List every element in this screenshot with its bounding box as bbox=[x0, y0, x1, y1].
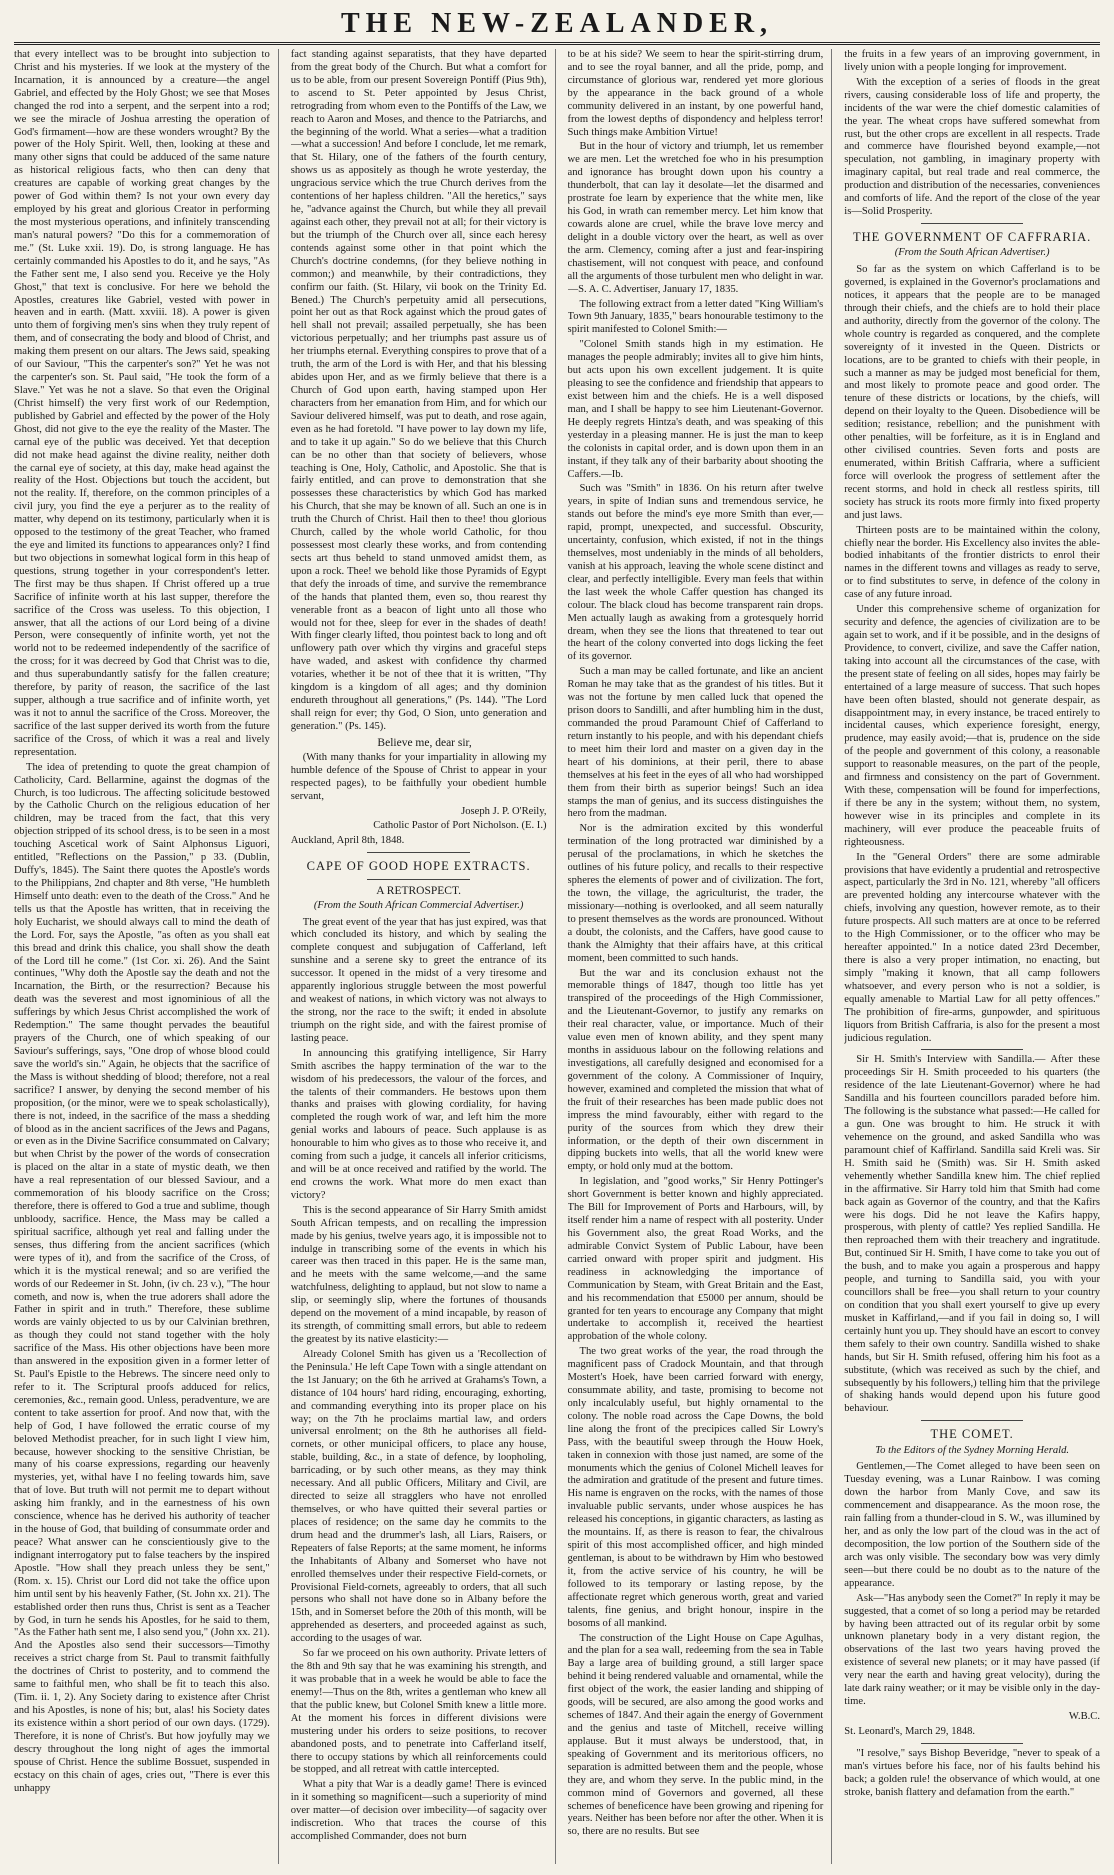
letter-dateline: Auckland, April 8th, 1848. bbox=[290, 835, 405, 847]
paragraph: With the exception of a series of floods in the great rivers, causing considerable loss of life and property, the incidents of the war were the chief domestic calamities of the year. The wheat crops have suffered somewhat from rust, but the other crops are excellent in all respects. Trade and commerce have flourished beyond example,—not speculation, not gambling, in imaginary property with imaginary capital, but real trade and real commerce, the production and distribution of the necessaries, conveniences and comforts of life. And the report of the close of the year is—Solid Prosperity. bbox=[844, 76, 1100, 218]
paragraph: But in the hour of victory and triumph, let us remember we are men. Let the wretched foe who in his presumption and ignorance has brought down upon his country a thunderbolt, that can lay it desolate—let the disarmed and prostrate foe learn by experience that the white men, like his God, in wrath can remember mercy. Let him know that cowards alone are cruel, while the brave love mercy and delight in a double victory over the heart, as well as over the arm. Clemency, coming after a just and fear-inspiring chastisement, will not conquest with peace, and confound all the arguments of those turbulent men who delight in war.—S. A. C. Advertiser, January 17, 1835. bbox=[567, 141, 824, 295]
beveridge-quote: "I resolve," says Bishop Beveridge, "never to speak of a man's virtues before his face, nor of his faults behind his back; a golden rule! the observance of which would, at one stroke, banish flattery and defamation from the earth." bbox=[844, 1747, 1100, 1798]
sandilla-heading: Sir H. Smith's Interview with Sandilla.— bbox=[856, 1054, 1046, 1066]
column-3 bbox=[568, 49, 833, 1864]
article-source: (From the South African Commercial Advertiser.) bbox=[313, 899, 524, 911]
comet-addressee: To the Editors of the Sydney Morning Herald. bbox=[875, 1444, 1070, 1456]
section-rule bbox=[367, 852, 469, 853]
paragraph: But the war and its conclusion exhaust not the memorable things of 1847, though too little has yet transpired of the proceedings of the High Commissioner, and the Lieutenant-Governor, to justify any remarks on their real character, value, or importance. Much of their value even men of known ability, and they spent many months in assiduous labour on the following relations and investigations, all carefully designed and economised for a government of the colony. A Commissioner of Inquiry, however, examined and completed the mission that what of the fruit of their researches has been made public does not impress the mind favourably, either with regard to the purity of the sources from which they drew their information, or the depth of their own discernment in dipping buckets into wells, that all the world knew were empty, or hold only mud at the bottom. bbox=[567, 967, 824, 1173]
section-rule bbox=[921, 1743, 1023, 1744]
paragraph: The construction of the Light House on Cape Agulhas, and the plan for a sea wall, redeeming from the sea in Table Bay a large area of building ground, a still larger space behind it being rendered valuable and ornamental, while the first object of the work, the easier landing and shipping of goods, will be secured, are also among the good works and schemes of 1847. And their again the energy of Government and the genius and taste of Mitchell, receive willing applause. But it must always be understood, that, in speaking of Government and its meritorious officers, no separation is admitted between them and the people, whose they are, and whom they serve. In the public mind, in the common mind of Governors and governed, all these schemes of beneficence have been growing and ripening for years. Neither has been before nor after the other. When it is so, there are no results. But see bbox=[567, 1632, 824, 1838]
paragraph: Under this comprehensive scheme of organization for security and defence, the agencies of civilization are to be again set to work, and if it be possible, and in the designs of Providence, to convert, civilize, and save the Caffer nation, taking into account all the circumstances of the case, with the present state of feeling on all sides, hopes may fairly be entertained of a large measure of success. That such hopes have been often blasted, should not generate despair, as disappointment may, in every instance, be traced entirely to incidental causes, which experience foresight, energy, prudence, may easily avoid;—that is, prudence on the side of the people and government of this colony, a reasonable support to reasonable measures, on the part of the people, and firmness and consistency on the part of Government. With these, compensation will be found for imperfections, if there be any in the system; without them, no system, however wise in its principles and complete in its machinery, will ever produce the peaceable fruits of righteousness. bbox=[844, 604, 1100, 848]
paragraph: the fruits in a few years of an improving government, in lively union with a people longing for improvement. bbox=[844, 49, 1100, 73]
paragraph: Such a man may be called fortunate, and like an ancient Roman he may take that as the grandest of his titles. But it was not the fortune by men called luck that opened the prison doors to Sandilli, and after humbling him in the dust, commanded the proud Paramount Chief of Cafferland to return instantly to his people, and with his dependant chiefs to meet him their lord and master on a given day in the heart of his dominions, at their peril, there to abase themselves at his feet in the eyes of all who had worshipped them from their birth as superior beings! Such an idea stamps the man of genius, and its success distinguishes the hero from the madman. bbox=[567, 666, 824, 820]
paragraph: So far we proceed on his own authority. Private letters of the 8th and 9th say that he was examining his strength, and it was probable that in a week he would be able to face the enemy!—Thus on the 8th, writes a gentleman who knew all that the public knew, but Colonel Smith knew a little more. At the moment his forces in different divisions were mustering under his orders to seize positions, to recover abandoned posts, and to penetrate into Cafferland itself, there to occupy stations by which all reinforcements could be stopped, and all retreat with cattle intercepted. bbox=[290, 1648, 547, 1776]
column-4 bbox=[844, 49, 1100, 1864]
paragraph: Such was "Smith" in 1836. On his return after twelve years, in spite of Indian suns and tremendous service, he stands out before the mind's eye more Smith than ever,—rapid, prompt, unexpected, and successful. Obscurity, uncertainty, confusion, which existed, if not in the things themselves, most undeniably in the minds of all beholders, vanish at his approach, leaving the whole scene distinct and clear, and perfectly intelligible. Every man feels that within the last week the whole Caffer question has changed its colour. The black cloud has become transparent rain drops. Men actually laugh as awaking from a grotesquely horrid dream, when they see the lions that threatened to tear out the heart of the colony converted into dogs licking the feet of its governor. bbox=[567, 483, 824, 663]
article-title: A RETROSPECT. bbox=[376, 884, 462, 897]
section-rule bbox=[921, 223, 1023, 224]
section-heading: CAPE OF GOOD HOPE EXTRACTS. bbox=[306, 859, 531, 874]
paragraph: The two great works of the year, the road through the magnificent pass of Cradock Mountain, and that through Mostert's Hoek, have been carried forward with energy, consummate ability, and taste, promising to become not only incalculably useful, but highly ornamental to the colony. The noble road across the Cape Downs, the bold line along the front of the precipices called Sir Lowry's Pass, with the beautiful sweep through the Houw Hoek, taken in connexion with those just named, are some of the monuments which the genius of Colonel Michell leaves for the admiration and gratitude of the present and future times. His name is engraven on the rocks, with the names of those invaluable public servants, under whose auspices he has released his conceptions, in gigantic characters, as lasting as the mountains. If, as there is reason to fear, the chivalrous spirit of this most accomplished officer, and high minded gentleman, is about to be withdrawn by Him who bestowed it, from the active service of his country, he will be followed to its temporary or lasting repose, by the affectionate regret which generous worth, great and varied talents, fine genius, and bright honour, inspire in the bosoms of all mankind. bbox=[567, 1346, 824, 1629]
paragraph: This is the second appearance of Sir Harry Smith amidst South African tempests, and on recalling the impression made by his genius, twelve years ago, it is impossible not to indulge in transcribing some of the events in which his career was then traced in this paper. He is the same man, and he meets with the same welcome,—and the same watchfulness, delighting to applaud, but not slow to name a slip, or seemingly slip, where the fortunes of thousands depend on the movement of a mind incapable, by reason of its strength, of committing small errors, but able to redeem the greatest by its native elasticity:— bbox=[290, 1204, 547, 1346]
paragraph: In legislation, and "good works," Sir Henry Pottinger's short Government is better known and highly appreciated. The Bill for Improvement of Ports and Harbours, will, by itself render him a name of respect with all posterity. Under his Government also, the great Road Works, and the admirable Convict System of Public Labour, have been carried onward with proper spirit and judgment. His readiness in acknowledging the importance of Communication by Steam, with Great Britain and the East, and his recommendation that £5000 per annum, should be granted for ten years to encourage any Company that might undertake to accomplish it, received the heartiest approbation of the whole colony. bbox=[567, 1176, 824, 1343]
paragraph: What a pity that War is a deadly game! There is evinced in it something so magnificent—such a superiority of mind over matter—of decision over imbecility—of sagacity over indiscretion. Who that traces the course of this accomplished Commander, does not burn bbox=[290, 1779, 547, 1843]
section-rule bbox=[921, 1420, 1023, 1421]
paragraph: to be at his side? We seem to hear the spirit-stirring drum, and to see the royal banner, and all the pride, pomp, and circumstance of glorious war, rendered yet more glorious by the appearance in the back ground of a whole community delivered in an instant, by one powerful hand, from the lowest depths of dispondency and helpless terror! Such things make Ambition Virtue! bbox=[567, 49, 824, 138]
paragraph: "Colonel Smith stands high in my estimation. He manages the people admirably; invites all to give him hints, but acts upon his own excellent judgement. It is quite pleasing to see the confidence and friendship that appears to exist between him and the chiefs. He is a well disposed man, and I shall be happy to see him Lieutenant-Governor. He deeply regrets Hintza's death, and was speaking of this yesterday in a pleasing manner. He is just the man to keep the colonists in capital order, and is down upon them in an instant, if they talk any of their barbarity about shooting the Caffers.—Ib. bbox=[567, 339, 824, 480]
paragraph: The following extract from a letter dated "King William's Town 9th January, 1835," bears honourable testimony to the spirit manifested to Colonel Smith:— bbox=[567, 298, 824, 336]
masthead-rule bbox=[14, 42, 1100, 45]
caffraria-heading: THE GOVERNMENT OF CAFFRARIA. bbox=[853, 229, 1092, 244]
comet-signature: W.B.C. bbox=[1068, 1710, 1100, 1722]
sandilla-text: After these proceedings Sir H. Smith proceeded to his quarters (the residence of the late Lieutenant-Governor) where he had Sandilla and his fourteen councillors paraded before him. The following is the substance what passed:—He called for a gun. One was brought to him. He struck it with vehemence on the ground, and asked Sandilla who was paramount chief of Kaffirland. Sandilla said Kreli was. Sir H. Smith said he (Smith) was. Sir H. Smith asked vehemently whether Sandilla knew him. The chief replied in the affirmative. Sir Harry told him that Smith had come back again as Governor of the country, and that the Kafirs were his dogs. Did he not leave the Kafirs happy, prosperous, with plenty of cattle? Yes replied Sandilla. He then reproached them with their treachery and ingratitude. But, continued Sir H. Smith, I have come to take you out of the bush, and to make you again a prosperous and happy people, and turning to Sandilla said, you with your councillors shall be free—you shall return to your country on condition that you shall exert yourself to give up every musket in Kaffirland,—and if you fail in doing so, I will certainly hunt you up. They should have an escort to convey them safely to their own country. Sandilla wished to shake hands, but Sir H. Smith refused, offering him his foot as a substitute, (which was received as such by the chief, and subsequently by his followers,) telling him that the privilege of shaking hands would depend upon his future good behaviour. bbox=[844, 1054, 1100, 1415]
paragraph: The great event of the year that has just expired, was that which concluded its history, and which by sealing the complete conquest and subjugation of Cafferland, left sunshine and a serene sky to greet the entrance of its successor. It opened in the midst of a very tiresome and apparently inglorious struggle between the most powerful and weakest of nations, in which victory was not always to the strong, nor the race to the swift; it ended in absolute triumph on the right side, and with the fairest promise of lasting peace. bbox=[290, 916, 547, 1044]
masthead: THE NEW-ZEALANDER, bbox=[340, 8, 774, 39]
section-rule bbox=[367, 879, 469, 880]
paragraph: Gentlemen,—The Comet alleged to have been seen on Tuesday evening, was a Lunar Rainbow. I was coming down the harbor from Manly Cove, and saw its commencement and disappearance. As the moon rose, the rain falling from a thunder-cloud in S. W., was illumined by her, and as only the low part of the cloud was in the act of decomposition, the low portion of the Southern side of the arch was only visible. The secondary bow was very dimly seen—but there could be no doubt as to the nature of the appearance. bbox=[844, 1461, 1100, 1589]
letter-closing: Believe me, dear sir, bbox=[377, 736, 472, 749]
paragraph: Ask—"Has anybody seen the Comet?" In reply it may be suggested, that a comet of so long a period may be retarded by having been attracted out of its regular orbit by some unknown planetary body in a very distant region, the observations of the last two years having proved the existence of several new planets; or it may have passed (if very near the earth and having great velocity), during the late dark rainy weather; or it may be visible only in the day-time. bbox=[844, 1592, 1100, 1708]
caffraria-source: (From the South African Advertiser.) bbox=[894, 247, 1050, 259]
comet-dateline: St. Leonard's, March 29, 1848. bbox=[844, 1725, 976, 1737]
paragraph: The idea of pretending to quote the great champion of Catholicity, Card. Bellarmine, against the dogmas of the Church, is too ludicrous. The affecting solicitude bestowed by the Catholic Church on the religious education of her children, may be traced from the fact, that this very objection stripped of its school dress, is to be seen in a most touching Ascetical work of Saint Alphonsus Liguori, entitled, "Reflections on the Passion," p 33. (Dublin, Duffy's, 1845). The Saint there quotes the Apostle's words to the Philippians, 2nd chapter and 8th verse, "He humbleth Himself unto death: even to the death of the Cross." And he tells us that the Apostle has written, that in receiving the holy Eucharist, we should always call to mind the death of the Lord. For, says the Apostle, "as often as you shall eat this bread and drink this chalice, you shall show the death of the Lord till he come." (1st Cor. xi. 26). And the Saint continues, "Why doth the Apostle say the death and not the Incarnation, the Birth, or the resurrection? Because his death was the severest and most ignominious of all the sufferings by which Jesus Christ accomplished the work of Redemption." The same thought pervades the beautiful prayers of the Church, one of which speaking of our Saviour's sufferings, says, "One drop of whose blood could save the world's sin." Again, he objects that the sacrifice of the Mass is without shedding of blood; therefore, not a real sacrifice? I answer, by denying the second member of his proposition, (or the minor, were we to speak scholastically), there is not, indeed, in the sacrifice of the mass a shedding of blood as in the ancient sacrifices of the Jews and Pagans, or even as in the Divine Sacrifice consummated on Calvary; but when Christ by the power of the words of consecration is placed on the altar in a state of mystic death, we then have a real representation of our blessed Saviour, and a commemoration of his bloody sacrifice on the Cross; therefore, there is offered to God a true and sublime, though unbloody, sacrifice. Hence, the Mass may be called a spiritual sacrifice, although yet real and falling under the senses, thus differing from the ancient sacrifices (which were types of it), and from the sacrifice of the Cross, of which it is the mystical renewal; and so are verified the words of our Redeemer in St. John, (iv ch. 23 v.), "The hour cometh, and now is, when the true adorers shall adore the Father in spirit and in truth." Therefore, these sublime words are vainly objected to us by our Calvinian brethren, as though they could not stand together with the holy sacrifice of the Mass. His other objections have been more than answered in the exposition given in a former letter of St. Paul's Epistle to the Hebrews. The sincere need only to refer to it. The Scriptural proofs adduced for relics, ceremonies, &c., remain good. Unless, peradventure, we are content to take assertion for proof. And now that, with the help of God, I have followed the erratic course of my beloved Methodist preacher, for in such light I view him, because, however shocking to the sensitive Christian, be many of his coarse expressions, regarding our heavenly mysteries, yet, withal have I no feeling towards him, save that of love. But truth will not permit me to depart without asking him frankly, and in the earnestness of his own conscience, whence has he derived his authority of teacher in the house of God, that building of consummate order and peace? What answer can he conscientiously give to the indignant interrogatory put to false teachers by the inspired Apostle. "How shall they preach unless they be sent," (Rom. x. 15). Christ our Lord did not take the office upon him until sent by his heavenly Father, (St. John xx. 21). The established order then runs thus, Christ is sent as a Teacher by God, in turn he sends his Apostles, for he said to them, "As the Father hath sent me, I also send you," (John xx. 21). And the Apostles also send their successors—Timothy receives a strict charge from St. Paul to transmit faithfully the doctrines of Christ to posterity, and to commend the same to faithful men, who shall be fit to teach this also. (Tim. ii. 1, 2). Any Society daring to existence after Christ and his Apostles, is none of his; but, alas! his Society dates its existence within a short period of our own days. (1729). Therefore, it is none of Christ's. But how joyfully may we descry throughout the long night of ages the immortal spouse of Christ. Hence the sublime Bossuet, suspended in ecstacy on this chain of ages, cries out, "There is ever this unhappy bbox=[14, 761, 270, 1794]
section-rule bbox=[921, 1049, 1023, 1050]
paragraph: that every intellect was to be brought into subjection to Christ and his mysteries. If we look at the mystery of the Incarnation, it is announced by a creature—the angel Gabriel, and effected by the Holy Ghost; we see that Moses changed the rod into a serpent, and the serpent into a rod; we see the miracle of Joshua arresting the operation of God's firmament—how are these wonders wrought? By the power of the Holy Spirit. Well, then, looking at these and many other signs that could be adduced of the same nature as historical religious facts, who then can deny that creatures are capable of working great changes by the power of God within them? Is not your own every day employed by his great and glorious Creator in performing the most mysterious operations, and infinitely transcending man's natural powers? "Do this for a commemoration of me." (St. Luke xxii. 19). Do, is strong language. He has certainly commanded his Apostles to do it, and he says, "As the Father sent me, I also send you. Receive ye the Holy Ghost," that text is conclusive. For here we behold the Apostles, creatures like Gabriel, vested with power in heaven and in earth. (Matt. xxviii. 18). A power is given unto them of forgiving men's sins when they truly repent of them, and of consecrating the body and blood of Christ, and making them present on our altars. The Jews said, speaking of our Saviour, "This the carpenter's son?" Yet he was not the carpenter's son. St. Paul said, "He took the form of a Slave." Yet was he not a slave. So that even the Original (Christ himself) the very first work of our Redemption, published by Gabriel and effected by the power of the Holy Ghost, did not give to the eye the reality of the Master. The carnal eye of the public was deceived. Yet that deception did not make head against the divine reality, neither doth the carnal eye of society, at this day, make head against the reality of the Host. Objections but touch the accident, but not the reality. If, therefore, on the common principles of a civil jury, you find the eye a perjurer as to the reality of matter, why depend on its testimony, particularly when it is opposed to the testimony of the great Teacher, who framed the eye and limited its functions to appearances only? I find but two objections in somewhat logical form in this heap of questions, strung together in your correspondent's letter. The first may be thus shapen. If Christ offered up a true Sacrifice of infinite worth at his last supper, therefore the sacrifice of the Cross was useless. To this objection, I answer, that all the actions of our Lord being of a divine Person, were consequently of infinite worth, yet not the world not to be redeemed independently of the sacrifice of the cross; for it was decreed by God that Christ was to die, and thus superabundantly satisfy for the fallen creature; therefore, by parity of reason, the sacrifice of the last supper, although a true sacrifice and of infinite worth, yet was it not to annul the sacrifice of the Cross. Moreover, the sacrifice of the last supper derived its worth from the future sacrifice of the Cross, of which it was a real and lively representation. bbox=[14, 49, 270, 758]
paragraph: Thirteen posts are to be maintained within the colony, chiefly near the border. His Excellency also invites the able-bodied inhabitants of the frontier districts to enrol their names in the different towns and villages as ready to serve, or to find substitutes to serve, in defence of the colony in case of any future inroad. bbox=[844, 524, 1100, 601]
letter-closing-body: (With many thanks for your impartiality in allowing my humble defence of the Spouse of Christ to appear in your respected pages), to be faithfully your obedient humble servant, bbox=[290, 751, 547, 802]
columns bbox=[14, 49, 1100, 1864]
paragraph: In the "General Orders" there are some admirable provisions that have evidently a prudential and retrospective aspect, particularly the 3rd in No. 121, whereby "all officers are prevented holding any intercourse whatever with the chiefs, involving any question, however remote, as to their future prospects. All such matters are at once to be referred to the High Commissioner, or to the officer who may be hereafter appointed." In a notice dated 23rd December, there is also a very proper intimation, no enacting, but simply "making it known, that all camp followers whatsoever, and every person who is not a soldier, is equally amenable to Martial Law for all petty offences." The prohibition of fire-arms, gunpowder, and spirituous liquors from British Caffraria, is also for the present a most judicious regulation. bbox=[844, 851, 1100, 1044]
paragraph: Nor is the admiration excited by this wonderful termination of the long protracted war diminished by a perusal of the proclamations, in which he sketches the outlines of his future policy, and recalls to their respective spheres the elements of power and of civilization. The fort, the town, the village, the agriculturist, the trader, the missionary—nothing is overlooked, and all seem naturally to present themselves as the words are pronounced. Without a doubt, the colonists, and the Caffers, have good cause to thank the Almighty that their affairs have, at this critical moment, been committed to such hands. bbox=[567, 823, 824, 964]
letter-signature: Joseph J. P. O'Reily, bbox=[461, 805, 547, 817]
paragraph: Already Colonel Smith has given us a 'Recollection of the Peninsula.' He left Cape Town with a single attendant on the 1st January; on the 6th he arrived at Grahams's Town, a distance of 104 hours' hard riding, encouraging, exhorting, and commanding everything into its proper place on his way; on the 7th he proclaims martial law, and orders universal enrolment; on the 8th he authorises all field-cornets, or other municipal officers, to place any house, stable, building, &c., in a state of defence, by loopholing, barricading, or by such other means, as they may think necessary. And all public Officers, Military and Civil, are directed to seize all stragglers who have not enrolled themselves, or who have quitted their several parties or places of residence; on the same day he commits to the drum head and the drummer's lash, all Liars, Raisers, or Repeaters of false Reports; at the same moment, he informs the Inhabitants of Albany and Somerset who have not enrolled themselves under their respective Field-cornets, or Provisional Field-cornets, agreeably to orders, that all such persons who shall not have done so in Albany before the 15th, and in Somerset before the 20th of this month, will be apprehended as deserters, and proceeded against as such, according to the usages of war. bbox=[290, 1348, 547, 1645]
paragraph: So far as the system on which Cafferland is to be governed, is explained in the Governor's proclamations and notices, it appears that the people are to be managed through their chiefs, and the chiefs are to hold their place and authority, directly from the governor of the colony. The whole country is regarded as conquered, and the complete sovereignty of it invested in the Queen. Districts or locations, are to be granted to chiefs with their people, in such a manner as may be judged most beneficial for them, and most likely to promote peace and good order. The tenure of these districts or locations, by the chiefs, will depend on their loyalty to the Queen. Disobedience will be sedition; resistance, rebellion; and the punishment with other penalties, will be forfeiture, as it is in England and other civilised countries. Seven forts and posts are enumerated, within British Caffraria, where a sufficient force will overlook the progress of settlement after the recent storms, and hold in check all restless spirits, till society has struck its roots more firmly into fixed property and just laws. bbox=[844, 264, 1100, 521]
paragraph: In announcing this gratifying intelligence, Sir Harry Smith ascribes the happy termination of the war to the wisdom of his predecessors, the valour of the forces, and the talents of their commanders. He bestows upon them thanks and praises with glowing cordiality, for having completed the rough work of war, and left him the more genial works and labours of peace. Such applause is as honourable to him who gives as to those who receive it, and coming from such a judge, it cancels all inferior criticisms, and will be at once received and ratified by the world. The end crowns the work. What more do men exact than victory? bbox=[290, 1047, 547, 1201]
column-2 bbox=[291, 49, 556, 1864]
letter-signature-title: Catholic Pastor of Port Nicholson. (E. I.) bbox=[373, 820, 547, 832]
column-1 bbox=[14, 49, 279, 1864]
paragraph: fact standing against separatists, that they have departed from the great body of the Church. But what a comfort for us to be able, from our present Sovereign Pontiff (Pius 9th), to ascend to St. Peter appointed by Jesus Christ, retrograding from whom even to the Pontiffs of the Law, we reach to Aaron and Moses, and thence to the Patriarchs, and the beginning of the world. What a series—what a tradition—what a succession! And before I conclude, let me remark, that St. Hilary, one of the fathers of the fourth century, shows us as appositely as though he wrote yesterday, the ungracious service which the true Church derives from the contentions of her hapless children. "All the heretics," says he, "advance against the Church, but while they all prevail against each other, they prevail not at all; for their victory is but the triumph of the Church over all, since each heresy contends against some other in that point which the Church's doctrine condemns, (for they believe nothing in common;) and meanwhile, by their contradictions, they confirm our faith. (St. Hilary, vii book on the Trinity Ed. Bened.) The Church's perpetuity amid all persecutions, point her out as that Rock against which the proud gates of hell shall not prevail; assailed perpetually, she has been victorious perpetually; and her triumphs past assure us of her triumphs eternal. Everything conspires to prove that of a truth, the arm of the Lord is with Her, and that his blessing abides upon Her, and as we firmly believe that there is a Church of God upon earth, having stamped upon Her characters from her emanation from Him, and for which our Saviour delivered himself, was put to death, and rose again, even as he had foretold. "I have power to lay down my life, and to take it up again." So do we believe that this Church can be no other than that society of believers, whose teaching is One, Holy, Catholic, and Apostolic. She that is fairly entitled, and can prove to demonstration that she possesses these characteristics by which God has marked his Church, that she may be known of all. Such an one is in truth the Church of Christ. Hail then to thee! thou glorious Church, called by the whole world Catholic, for thou possessest most clearly these works, and from contending sects art thus beheld to stand unmoved amidst them, as upon a rock. Thee! we behold like those Pyramids of Egypt that defy the inroads of time, and survive the remembrance of the hands that planted them, even so, thou rearest thy venerable front as a beacon of light unto all those who would not for thee, sleep for ever in the shades of death! With finger clearly lifted, thou pointest back to long and oft unflowery path over which thy virgins and graceful steps have waded, and askest with confidence thy charmed votaries, whether it be not of thee that it is written, "Thy kingdom is a kingdom of all ages; and thy dominion endureth throughout all generations," (Ps. 144). "The Lord shall reign for ever; thy God, O Sion, unto generation and generation." (Ps. 145). bbox=[290, 49, 547, 732]
comet-heading: THE COMET. bbox=[930, 1427, 1014, 1442]
